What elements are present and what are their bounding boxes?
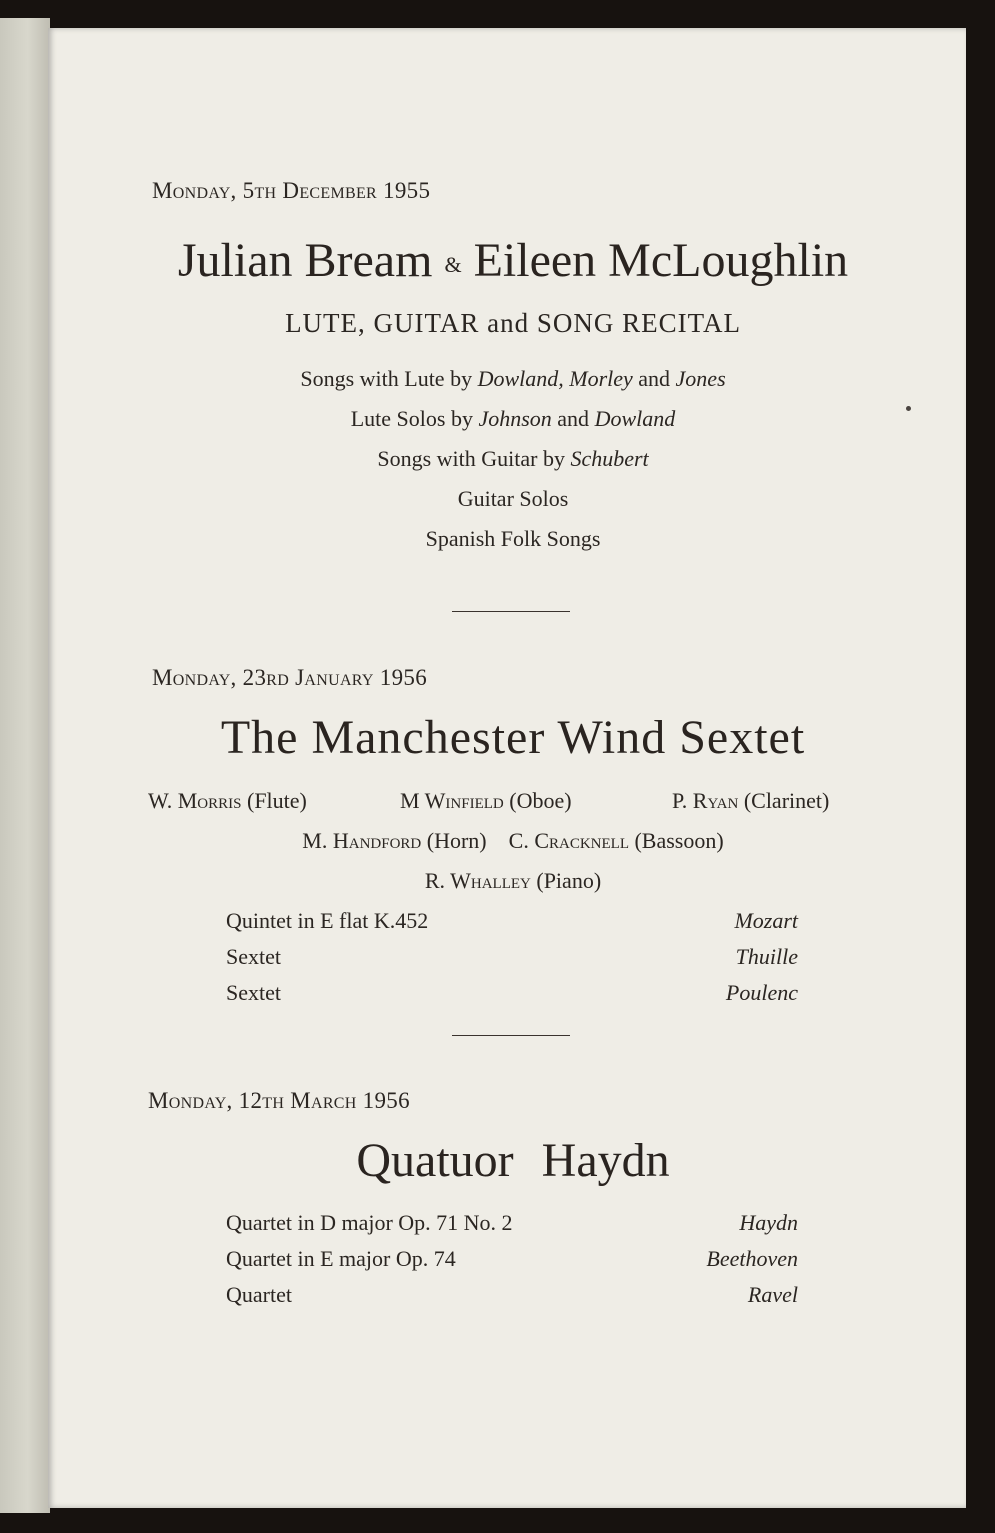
player-morris	[148, 788, 307, 814]
work-composer: Poulenc	[725, 980, 798, 1005]
concert-2-title: The Manchester Wind Sextet	[220, 711, 806, 764]
program-join: and	[551, 406, 595, 431]
concert-3-date: Monday, 12th March 1956	[148, 1088, 410, 1113]
concert-1-title	[48, 233, 978, 288]
player-instrument: (Piano)	[536, 868, 602, 893]
work-composer: Mozart	[734, 908, 798, 933]
work-title: Sextet	[226, 944, 281, 969]
player-ryan	[672, 788, 829, 814]
work-row	[226, 908, 798, 938]
player-instrument: (Clarinet)	[743, 788, 830, 813]
player-winfield	[400, 788, 572, 814]
player-name: R. Whalley	[424, 868, 531, 893]
players-row-2	[48, 828, 978, 854]
concert-2-date: Monday, 23rd January 1956	[152, 665, 427, 690]
work-composer: Haydn	[739, 1210, 798, 1235]
section-divider	[452, 611, 570, 612]
work-row	[226, 944, 798, 974]
work-title: Quartet in E major Op. 74	[226, 1246, 456, 1271]
concert-1-ampersand: &	[444, 251, 462, 277]
paper-speck	[906, 406, 911, 411]
player-instrument: (Horn)	[426, 828, 487, 853]
left-page-edge	[0, 18, 50, 1513]
concert-1-performer-1: Julian Bream	[177, 234, 433, 287]
player-name: M. Handford	[302, 828, 422, 853]
concert-1-program-line: Guitar Solos	[457, 486, 569, 511]
player-instrument: (Bassoon)	[634, 828, 724, 853]
player-name: C. Cracknell	[508, 828, 629, 853]
player-name: P. Ryan	[672, 788, 739, 813]
work-composer: Beethoven	[706, 1246, 798, 1271]
program-composers: Dowland, Morley	[477, 366, 633, 391]
program-text: Lute Solos by	[350, 406, 479, 431]
player-name: W. Morris	[148, 788, 242, 813]
work-title: Quartet	[226, 1282, 292, 1307]
program-page	[48, 28, 966, 1508]
program-composers: Jones	[675, 366, 726, 391]
work-row	[226, 1282, 798, 1312]
player-instrument: (Oboe)	[509, 788, 572, 813]
program-text: Songs with Lute by	[300, 366, 478, 391]
work-title: Quintet in E flat K.452	[226, 908, 429, 933]
work-row	[226, 980, 798, 1010]
program-join: and	[632, 366, 676, 391]
concert-1-subtitle: LUTE, GUITAR and SONG RECITAL	[285, 308, 741, 338]
work-row	[226, 1246, 798, 1276]
concert-1-program-line	[48, 406, 978, 432]
section-divider	[452, 1035, 570, 1036]
program-composers: Schubert	[570, 446, 649, 471]
work-composer: Ravel	[747, 1282, 798, 1307]
concert-1-program-line: Spanish Folk Songs	[425, 526, 601, 551]
program-composers: Johnson	[478, 406, 552, 431]
player-name: M Winfield	[400, 788, 504, 813]
work-title: Sextet	[226, 980, 281, 1005]
program-text: Songs with Guitar by	[377, 446, 571, 471]
work-title: Quartet in D major Op. 71 No. 2	[226, 1210, 513, 1235]
player-instrument: (Flute)	[247, 788, 307, 813]
concert-1-performer-2: Eileen McLoughlin	[473, 234, 849, 287]
program-composers: Dowland	[594, 406, 676, 431]
concert-1-program-line	[48, 366, 978, 392]
concert-1-program-line	[48, 446, 978, 472]
work-composer: Thuille	[735, 944, 798, 969]
concert-1-date: Monday, 5th December 1955	[152, 178, 431, 203]
work-row	[226, 1210, 798, 1240]
players-row-3	[48, 868, 978, 894]
concert-3-title: Quatuor Haydn	[356, 1134, 670, 1187]
